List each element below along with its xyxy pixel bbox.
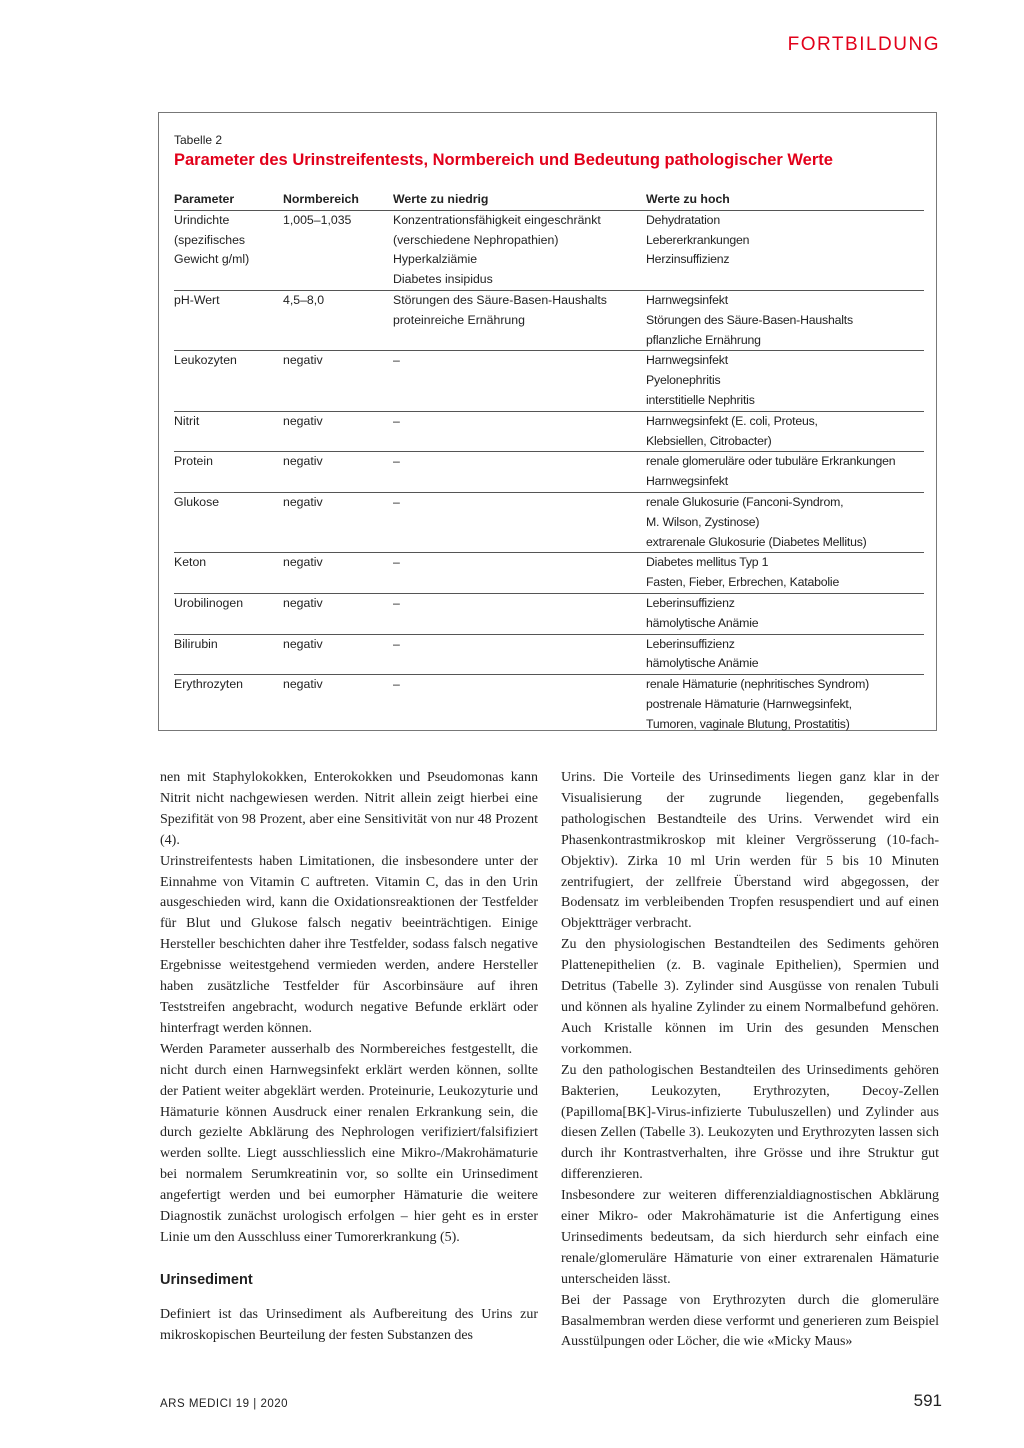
cell-line: Harnwegsinfekt — [646, 292, 728, 307]
cell-line: Leukozyten — [174, 353, 237, 368]
cell-line: Erythrozyten — [174, 677, 244, 692]
table-cell-parameter — [174, 210, 283, 290]
cell-line: Lebererkrankungen — [646, 232, 750, 247]
cell-line: Urobilinogen — [174, 595, 244, 610]
table-cell-parameter — [174, 411, 283, 452]
table-cell-high — [646, 593, 924, 634]
cell-line: pflanzliche Ernährung — [646, 332, 761, 347]
cell-line: negativ — [283, 555, 323, 570]
paragraph: Zu den physiologischen Bestandteilen des Sediments gehören Plattenepithelien (z. B. vaginale Epithelien), Spermien und Detritus (Tabelle 3). Zylinder sind Ausgüsse von renalen Tubuli und können als hyaline Zylinder zu einem Normalbefund gehören. Auch Kristalle können im Urin des gesunden Menschen vorkommen. — [561, 937, 939, 1057]
table-body — [174, 210, 924, 734]
cell-line: Fasten, Fieber, Erbrechen, Katabolie — [646, 575, 840, 590]
cell-line: – — [393, 677, 400, 692]
column-header: Parameter — [174, 190, 283, 210]
cell-line: Urindichte — [174, 212, 230, 227]
table-cell-high — [646, 452, 924, 493]
cell-line: hämolytische Anämie — [646, 615, 759, 630]
table-cell-high — [646, 675, 924, 735]
table-header-row — [174, 190, 924, 210]
table-cell-low — [393, 411, 646, 452]
column-header: Werte zu hoch — [646, 190, 924, 210]
table-cell-parameter — [174, 553, 283, 594]
cell-line: Klebsiellen, Citrobacter) — [646, 433, 772, 448]
parameter-table — [174, 190, 924, 735]
table-caption: Tabelle 2 — [174, 133, 223, 147]
cell-line: Diabetes insipidus — [393, 272, 493, 287]
table-row — [174, 452, 924, 493]
cell-line: (spezifisches — [174, 232, 246, 247]
cell-line: Tumoren, vaginale Blutung, Prostatitis) — [646, 716, 850, 731]
table-cell-parameter — [174, 675, 283, 735]
table-row — [174, 411, 924, 452]
table-cell-low — [393, 675, 646, 735]
cell-line: Dehydratation — [646, 212, 720, 227]
table-row — [174, 351, 924, 411]
cell-line: – — [393, 413, 400, 428]
paragraph: Definiert ist das Urinsediment als Aufbereitung des Urins zur mikroskopischen Beurteilung der festen Substanzen des — [160, 1307, 538, 1344]
table-cell-norm — [283, 452, 393, 493]
table-cell-norm — [283, 675, 393, 735]
table-row — [174, 675, 924, 735]
table-title: Parameter des Urinstreifentests, Normbereich und Bedeutung pathologischer Werte — [174, 151, 833, 169]
table-cell-parameter — [174, 492, 283, 552]
cell-line: pH-Wert — [174, 292, 220, 307]
cell-line: Protein — [174, 454, 213, 469]
cell-line: extrarenale Glukosurie (Diabetes Mellitus) — [646, 534, 867, 549]
table-cell-parameter — [174, 593, 283, 634]
section-heading: Urinsediment — [160, 1271, 253, 1288]
cell-line: – — [393, 636, 400, 651]
table-cell-parameter — [174, 351, 283, 411]
cell-line: negativ — [283, 454, 323, 469]
paragraph: Werden Parameter ausserhalb des Normbereiches festgestellt, die nicht durch einen Harnwegsinfekt erklärt werden können, sollte der Patient weiter abgeklärt werden. Proteinurie, Leukozyturie und Hämaturie können Ausdruck einer renalen Erkrankung sein, die durch gezielte Abklärung des Nephrologen verifiziert/falsifiziert werden sollte. Liegt ausschliesslich eine Mikro-/Makrohämaturie bei normalem Serumkreatinin vor, so sollte ein Urinsediment angefertigt werden und bei eumorpher Hämaturie die weitere Diagnostik zunächst urologisch erfolgen – hier geht es in erster Linie um den Ausschluss einer Tumorerkrankung (5). — [160, 1041, 538, 1245]
table-cell-norm — [283, 411, 393, 452]
page-number: 591 — [913, 1391, 942, 1410]
table-cell-low — [393, 452, 646, 493]
table-cell-high — [646, 411, 924, 452]
cell-line: Störungen des Säure-Basen-Haushalts — [393, 292, 607, 307]
body-column-right — [561, 768, 939, 1353]
cell-line: Gewicht g/ml) — [174, 252, 250, 267]
cell-line: renale glomeruläre oder tubuläre Erkrankungen — [646, 454, 896, 469]
cell-line: postrenale Hämaturie (Harnwegsinfekt, — [646, 696, 852, 711]
cell-line: Bilirubin — [174, 636, 218, 651]
cell-line: – — [393, 353, 400, 368]
table-cell-high — [646, 351, 924, 411]
cell-line: M. Wilson, Zystinose) — [646, 514, 760, 529]
cell-line: Störungen des Säure-Basen-Haushalts — [646, 312, 853, 327]
cell-line: proteinreiche Ernährung — [393, 312, 525, 327]
table-cell-norm — [283, 634, 393, 675]
table-cell-low — [393, 492, 646, 552]
table-cell-low — [393, 593, 646, 634]
table-cell-low — [393, 210, 646, 290]
paragraph: Urinstreifentests haben Limitationen, die insbesondere unter der Einnahme von Vitamin C auftreten. Vitamin C, das in den Urin ausgeschieden wird, kann die Oxidationsreaktionen der Testfelder für Blut und Glukose falsch negativ beeinträchtigen. Einige Hersteller beschichten daher ihre Testfelder, sodass falsch negative Ergebnisse weitestgehend vermieden werden, andere Hersteller haben zusätzliche Testfelder für Ascorbinsäure auf ihren Teststreifen angebracht, wodurch negative Befunde erklärt oder hinterfragt werden können. — [160, 853, 538, 1036]
cell-line: (verschiedene Nephropathien) — [393, 232, 559, 247]
table-cell-parameter — [174, 452, 283, 493]
table-cell-norm — [283, 210, 393, 290]
cell-line: – — [393, 494, 400, 509]
section-label: FORTBILDUNG — [787, 34, 940, 55]
cell-line: Harnwegsinfekt — [646, 353, 728, 368]
cell-line: Nitrit — [174, 413, 200, 428]
table-cell-high — [646, 210, 924, 290]
cell-line: 1,005–1,035 — [283, 212, 352, 227]
cell-line: negativ — [283, 677, 323, 692]
paragraph: Bei der Passage von Erythrozyten durch die glomeruläre Basalmembran werden diese verformt und generieren zum Beispiel Ausstülpungen oder Löcher, die wie «Micky Maus» — [561, 1292, 939, 1350]
cell-line: negativ — [283, 353, 323, 368]
table-cell-high — [646, 492, 924, 552]
cell-line: renale Glukosurie (Fanconi-Syndrom, — [646, 494, 844, 509]
table-cell-low — [393, 634, 646, 675]
cell-line: hämolytische Anämie — [646, 656, 759, 671]
cell-line: – — [393, 454, 400, 469]
cell-line: negativ — [283, 595, 323, 610]
table-row — [174, 492, 924, 552]
paragraph: Zu den pathologischen Bestandteilen des Urinsediments gehören Bakterien, Leukozyten, Erythrozyten, Decoy-Zellen (Papilloma[BK]-Virus-infizierte Tubuluszellen) und Zylinder aus diesen Zellen (Tabelle 3). Leukozyten und Erythrozyten lassen sich durch ihr Kontrastverhalten, ihre Grösse und ihre Struktur gut differenzieren. — [561, 1062, 939, 1183]
table-cell-norm — [283, 492, 393, 552]
cell-line: – — [393, 555, 400, 570]
cell-line: Diabetes mellitus Typ 1 — [646, 555, 769, 570]
table-cell-high — [646, 290, 924, 350]
cell-line: negativ — [283, 494, 323, 509]
paragraph: nen mit Staphylokokken, Enterokokken und Pseudomonas kann Nitrit nicht nachgewiesen werden. Nitrit allein zeigt hierbei eine Spezifität von 98 Prozent, aber eine Sensitivität von nur 48 Prozent (4). — [160, 770, 538, 848]
cell-line: 4,5–8,0 — [283, 292, 325, 307]
cell-line: Pyelonephritis — [646, 373, 721, 388]
table-cell-low — [393, 553, 646, 594]
table-cell-norm — [283, 351, 393, 411]
table-cell-norm — [283, 290, 393, 350]
cell-line: renale Hämaturie (nephritisches Syndrom) — [646, 677, 870, 692]
cell-line: Konzentrationsfähigkeit eingeschränkt — [393, 212, 601, 227]
paragraph: Urins. Die Vorteile des Urinsediments liegen ganz klar in der Visualisierung der zugrunde liegenden, gegebenfalls pathologischen Bestandteile des Urins. Verwendet wird ein Phasenkontrastmikroskop mit kleiner Vergrösserung (10-fach-Objektiv). Zirka 10 ml Urin werden für 5 bis 10 Minuten zentrifugiert, der zellfreie Überstand wird abgegossen, der Bodensatz im verbleibenden Tropfen resuspendiert und auf einen Objektträger verbracht. — [561, 770, 939, 932]
cell-line: – — [393, 595, 400, 610]
table-row — [174, 634, 924, 675]
table-cell-norm — [283, 593, 393, 634]
cell-line: Leberinsuffizienz — [646, 595, 735, 610]
column-header: Normbereich — [283, 190, 393, 210]
cell-line: Keton — [174, 555, 207, 570]
cell-line: negativ — [283, 636, 323, 651]
table-cell-norm — [283, 553, 393, 594]
table-row — [174, 210, 924, 290]
table-cell-high — [646, 634, 924, 675]
body-column-left — [160, 768, 538, 1347]
table-box — [158, 112, 937, 731]
table-cell-low — [393, 351, 646, 411]
column-header: Werte zu niedrig — [393, 190, 646, 210]
cell-line: Harnwegsinfekt (E. coli, Proteus, — [646, 413, 818, 428]
table-row — [174, 593, 924, 634]
cell-line: Harnwegsinfekt — [646, 474, 728, 489]
table-row — [174, 553, 924, 594]
cell-line: Glukose — [174, 494, 220, 509]
table-cell-high — [646, 553, 924, 594]
paragraph: Insbesondere zur weiteren differenzialdiagnostischen Abklärung einer Mikro- oder Makrohämaturie ist die Anfertigung eines Urinsediments bedeutsam, da sich hierdurch sehr einfach eine renale/glomeruläre Hämaturie von einer extrarenalen Hämaturie unterscheiden lässt. — [561, 1188, 939, 1287]
cell-line: Hyperkalziämie — [393, 252, 478, 267]
table-row — [174, 290, 924, 350]
cell-line: interstitielle Nephritis — [646, 392, 755, 407]
cell-line: Herzinsuffizienz — [646, 252, 730, 267]
cell-line: Leberinsuffizienz — [646, 636, 735, 651]
table-cell-parameter — [174, 290, 283, 350]
cell-line: negativ — [283, 413, 323, 428]
table-cell-parameter — [174, 634, 283, 675]
journal-footer: ARS MEDICI 19 | 2020 — [160, 1398, 289, 1410]
table-cell-low — [393, 290, 646, 350]
